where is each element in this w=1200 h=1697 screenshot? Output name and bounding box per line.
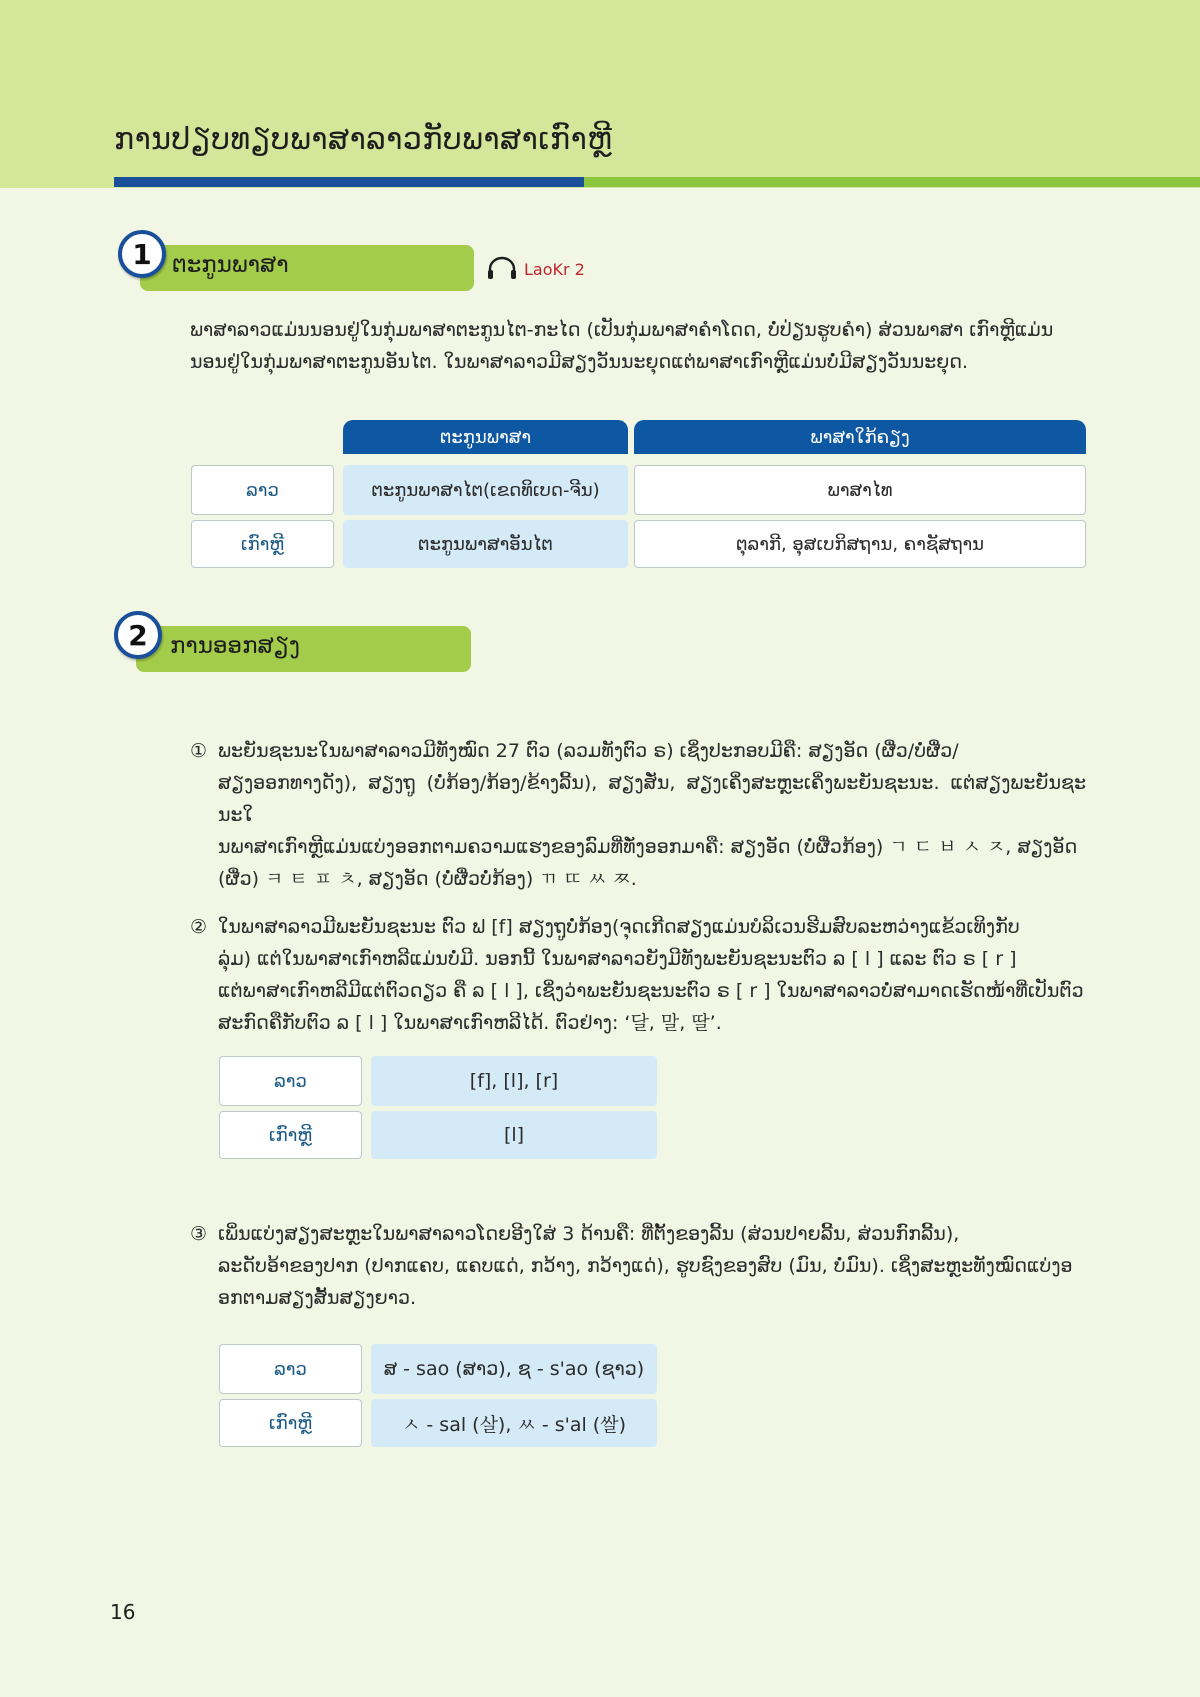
- item1-marker: ①: [190, 740, 208, 762]
- page-number: 16: [110, 1600, 136, 1624]
- table2-cell-value: [l]: [371, 1111, 657, 1159]
- table1-row-label: ລາວ: [191, 465, 334, 515]
- item2-line: ສະກົດຄືກັບຕົວ ລ [ l ] ໃນພາສາເກົາຫລີໄດ້. ຕົວຢ່າງ: ‘달, 말, 딸’.: [218, 1012, 722, 1034]
- section1-paragraph-line: ນອນຢູ່ໃນກຸ່ມພາສາຕະກູນອັນໄຕ. ໃນພາສາລາວມີສຽງວັນນະຍຸດແຕ່ພາສາເກົາຫຼີແມ່ນບໍ່ມີສຽງວັນນະຍຸດ.: [190, 351, 969, 373]
- section1-title: ຕະກູນພາສາ: [172, 252, 289, 278]
- item3-line: ລະດັບອ້າຂອງປາກ (ປາກແຄບ, ແຄບແດ່, ກວ້າງ, ກວ້າງແດ່), ຮູບຊົງຂອງສົບ (ມົນ, ບໍ່ມົນ). ເຊິ່ງສະຫຼະທັງໝົດແບ່ງອ: [218, 1255, 1073, 1277]
- header-band: [0, 0, 1200, 188]
- item2-line: ໃນພາສາລາວມີພະຍັນຊະນະ ຕົວ ຟ [f] ສຽງຖູບໍ່ກ້ອງ(ຈຸດເກີດສຽງແມ່ນບໍລິເວນຮີມສົບລະຫວ່າງແຂ້ວເທິງກັບ: [218, 916, 1020, 938]
- item2-line: ລຸ່ມ) ແຕ່ໃນພາສາເກົາຫລີແມ່ນບໍ່ມີ. ນອກນີ້ ໃນພາສາລາວຍັງມີທັງພະຍັນຊະນະຕົວ ລ [ l ] ແລະ ຕົວ ຣ [ r ]: [218, 948, 1017, 970]
- table3-row-label: ເກົາຫຼີ: [219, 1399, 362, 1447]
- item1-line: ສຽງອອກທາງດັງ), ສຽງຖູ (ບໍ່ກ້ອງ/ກ້ອງ/ຂ້າງລີ້ນ), ສຽງສັ່ນ, ສຽງເຄິ່ງສະຫຼະເຄິ່ງພະຍັນຊະນະ. ແຕ່ສຽງພະຍັນຊະນະໃ: [218, 772, 1086, 826]
- table1-cell-related: ພາສາໄທ: [634, 465, 1086, 515]
- table1-header-related: ພາສາໃກ້ຄຽງ: [634, 420, 1086, 454]
- table3-cell-value: ㅅ - sal (살), ㅆ - s'al (쌀): [371, 1399, 657, 1447]
- item1-line: (ຜື່ວ) ㅋ ㅌ ㅍ ㅊ, ສຽງອັດ (ບໍ່ຜື່ວບໍ່ກ້ອງ) ㄲ ㄸ ㅆ ㅉ.: [218, 868, 637, 890]
- title-rule-blue: [114, 177, 584, 187]
- audio-track-label[interactable]: LaoKr 2: [524, 260, 585, 279]
- table1-row-label: ເກົາຫຼີ: [191, 520, 334, 568]
- table1-cell-family: ຕະກູນພາສາອັນໄຕ: [343, 520, 628, 568]
- section2-item3: [190, 1218, 1086, 1314]
- section1-paragraph-line: ພາສາລາວແມ່ນນອນຢູ່ໃນກຸ່ມພາສາຕະກູນໄຕ-ກະໄດ (ເປັນກຸ່ມພາສາຄຳໂດດ, ບໍ່ປ່ຽນຮູບຄຳ) ສ່ວນພາສາ ເກົາຫຼີແມ່ນ: [190, 319, 1054, 341]
- table3-row-label: ລາວ: [219, 1344, 362, 1394]
- page-title: ການປຽບທຽບພາສາລາວກັບພາສາເກົາຫຼີ: [114, 122, 613, 157]
- item2-marker: ②: [190, 916, 208, 938]
- section1-number-badge: 1: [118, 230, 166, 278]
- section2-item1: [190, 735, 1086, 895]
- section2-item2: [190, 911, 1086, 1039]
- table2-row-label: ລາວ: [219, 1056, 362, 1106]
- item1-line: ພະຍັນຊະນະໃນພາສາລາວມີທັງໝົດ 27 ຕົວ (ລວມທັງຕົວ ຣ) ເຊິ່ງປະກອບມີຄື: ສຽງອັດ (ຜື່ວ/ບໍ່ຜື່ວ/: [218, 740, 959, 762]
- item1-line: ນພາສາເກົາຫຼີແມ່ນແບ່ງອອກຕາມຄວາມແຮງຂອງລົມທີ່ທັ່ງອອກມາຄື: ສຽງອັດ (ບໍ່ຜື່ວກ້ອງ) ㄱ ㄷ ㅂ ㅅ ㅈ, ສຽງອັດ: [218, 836, 1078, 858]
- table1-header-family: ຕະກູນພາສາ: [343, 420, 628, 454]
- item2-line: ແຕ່ພາສາເກົາຫລີມີແຕ່ຕົວດຽວ ຄື ລ [ l ], ເຊິ່ງວ່າພະຍັນຊະນະຕົວ ຣ [ r ] ໃນພາສາລາວບໍ່ສາມາດເຮັດໜ້າທີ່ເປັນຕົວ: [218, 980, 1084, 1002]
- headphones-icon[interactable]: [486, 254, 522, 282]
- item3-line: ອກຕາມສຽງສັ້ນສຽງຍາວ.: [218, 1287, 417, 1309]
- table1-cell-related: ຕຸລາກີ, ອຸສເບກິສຖານ, ຄາຊັສຖານ: [634, 520, 1086, 568]
- table3-cell-value: ສ - sao (ສາວ), ຊ - s'ao (ຊາວ): [371, 1344, 657, 1394]
- section2-number-badge: 2: [114, 611, 162, 659]
- table1-cell-family: ຕະກູນພາສາໄຕ(ເຂດທິເບດ-ຈີນ): [343, 465, 628, 515]
- table2-row-label: ເກົາຫຼີ: [219, 1111, 362, 1159]
- table2-cell-value: [f], [l], [r]: [371, 1056, 657, 1106]
- section1-paragraph: [190, 314, 1086, 378]
- title-rule-green: [584, 177, 1200, 187]
- item3-marker: ③: [190, 1223, 208, 1245]
- item3-line: ເພິ່ນແບ່ງສຽງສະຫຼະໃນພາສາລາວໂດຍອີງໃສ່ 3 ດ້ານຄື: ທີ່ຕັ້ງຂອງລີ້ນ (ສ່ວນປາຍລີ້ນ, ສ່ວນກົກລີ້ນ),: [218, 1223, 960, 1245]
- section2-title: ການອອກສຽງ: [170, 633, 301, 659]
